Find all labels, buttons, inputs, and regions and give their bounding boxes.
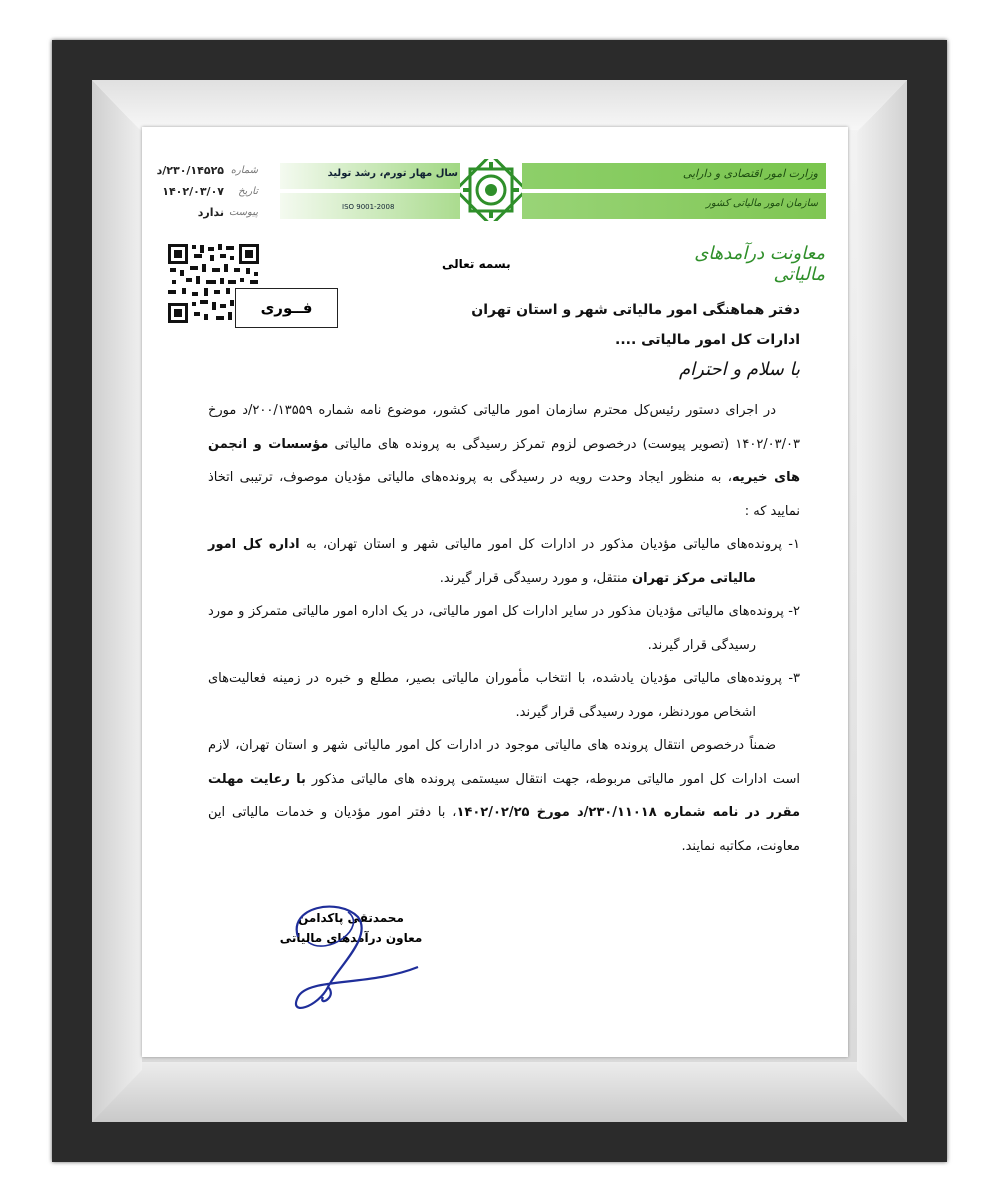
item1-text-b: منتقل، و مورد رسیدگی قرار گیرند. xyxy=(439,570,633,586)
closing-paragraph xyxy=(208,729,800,863)
closing-text-b: ، با دفتر امور مؤدیان و خدمات مالیاتی این معاونت، مکاتبه نمایند. xyxy=(208,805,800,854)
meta-label-date: تاریخ xyxy=(238,186,258,197)
closing-text-a: ضمناً درخصوص انتقال پرونده های مالیاتی موجود در ادارات کل امور مالیاتی شهر و استان تهران، لازم است ادارات کل امور مالیاتی مربوطه، جهت انتقال سیستمی پرونده های مالیاتی مذکور xyxy=(208,738,801,787)
year-slogan: سال مهار تورم، رشد تولید xyxy=(327,168,458,179)
mat-bevel-bottom xyxy=(92,1062,907,1122)
recipient-line-1: دفتر هماهنگی امور مالیاتی شهر و استان تهران xyxy=(471,302,800,318)
organization-name: سازمان امور مالیاتی کشور xyxy=(706,198,818,209)
intro-text-b: ، به منظور ایجاد وحدت رویه در رسیدگی به پرونده‌های مالیاتی مؤدیان موصوف، ترتیبی اتخاذ نمایید که : xyxy=(208,470,800,519)
item1-text-bold: اداره کل امور مالیاتی مرکز تهران xyxy=(208,537,756,586)
salutation: با سلام و احترام xyxy=(679,359,800,380)
deputy-logo: معاونت درآمدهای مالیاتی xyxy=(694,243,825,285)
list-item-3: ۳- پرونده‌های مالیاتی مؤدیان یادشده، با انتخاب مأموران مالیاتی بصیر، مطلع و خبره در زمینه فعالیت‌های اشخاص موردنظر، مورد رسیدگی قرار گیرند. xyxy=(208,671,800,720)
letter-attachment: ندارد xyxy=(197,206,224,219)
intro-text-bold: مؤسسات و انجمن های خیریه xyxy=(208,436,800,485)
intro-paragraph xyxy=(208,394,800,528)
letter-meta-values xyxy=(150,160,224,223)
handwritten-signature-icon xyxy=(278,897,438,1017)
iso-label: ISO 9001-2008 xyxy=(342,203,395,211)
ministry-name: وزارت امور اقتصادی و دارایی xyxy=(682,167,818,180)
letter-number: ۲۳۰/۱۴۵۲۵/د xyxy=(156,164,224,177)
mat-bevel-top xyxy=(92,80,907,130)
letter-page xyxy=(142,127,848,1057)
tax-organization-emblem-icon xyxy=(460,159,522,221)
meta-label-attachment: پیوست xyxy=(228,207,258,218)
list-item-2: ۲- پرونده‌های مالیاتی مؤدیان مذکور در سایر ادارات کل امور مالیاتی، در یک اداره امور مالیاتی متمرکز و مورد رسیدگی قرار گیرند. xyxy=(208,604,800,653)
letter-date: ۱۴۰۲/۰۳/۰۷ xyxy=(162,185,224,198)
letter-body xyxy=(208,394,800,863)
list-item-1 xyxy=(208,528,800,595)
meta-label-number: شماره xyxy=(230,165,258,176)
closing-text-bold: با رعایت مهلت مقرر در نامه شماره ۲۳۰/۱۱۰۱۸/د مورخ ۱۴۰۲/۰۲/۲۵ xyxy=(208,771,800,820)
item1-text-a: ۱- پرونده‌های مالیاتی مؤدیان مذکور در ادارات کل امور مالیاتی شهر و استان تهران، به xyxy=(299,537,800,552)
urgent-stamp: فــوری xyxy=(235,288,338,328)
mat-bevel-left xyxy=(92,80,142,1122)
bismillah-heading: بسمه تعالی xyxy=(442,257,511,271)
recipient-line-2: ادارات کل امور مالیاتی .... xyxy=(615,332,800,348)
intro-text-a: در اجرای دستور رئیس‌کل محترم سازمان امور مالیاتی کشور، موضوع نامه شماره ۲۰۰/۱۳۵۵۹/د مورخ ۱۴۰۲/۰۳/۰۳ (تصویر پیوست) درخصوص لزوم تمرکز رسیدگی به پرونده های مالیاتی xyxy=(208,403,800,452)
signatory-name: محمدتقی پاکدامن xyxy=(298,911,404,925)
header-banner xyxy=(280,163,826,221)
letter-meta-labels xyxy=(228,160,258,223)
mat-bevel-right xyxy=(857,80,907,1122)
signatory-title: معاون درآمدهای مالیاتی xyxy=(279,931,423,945)
